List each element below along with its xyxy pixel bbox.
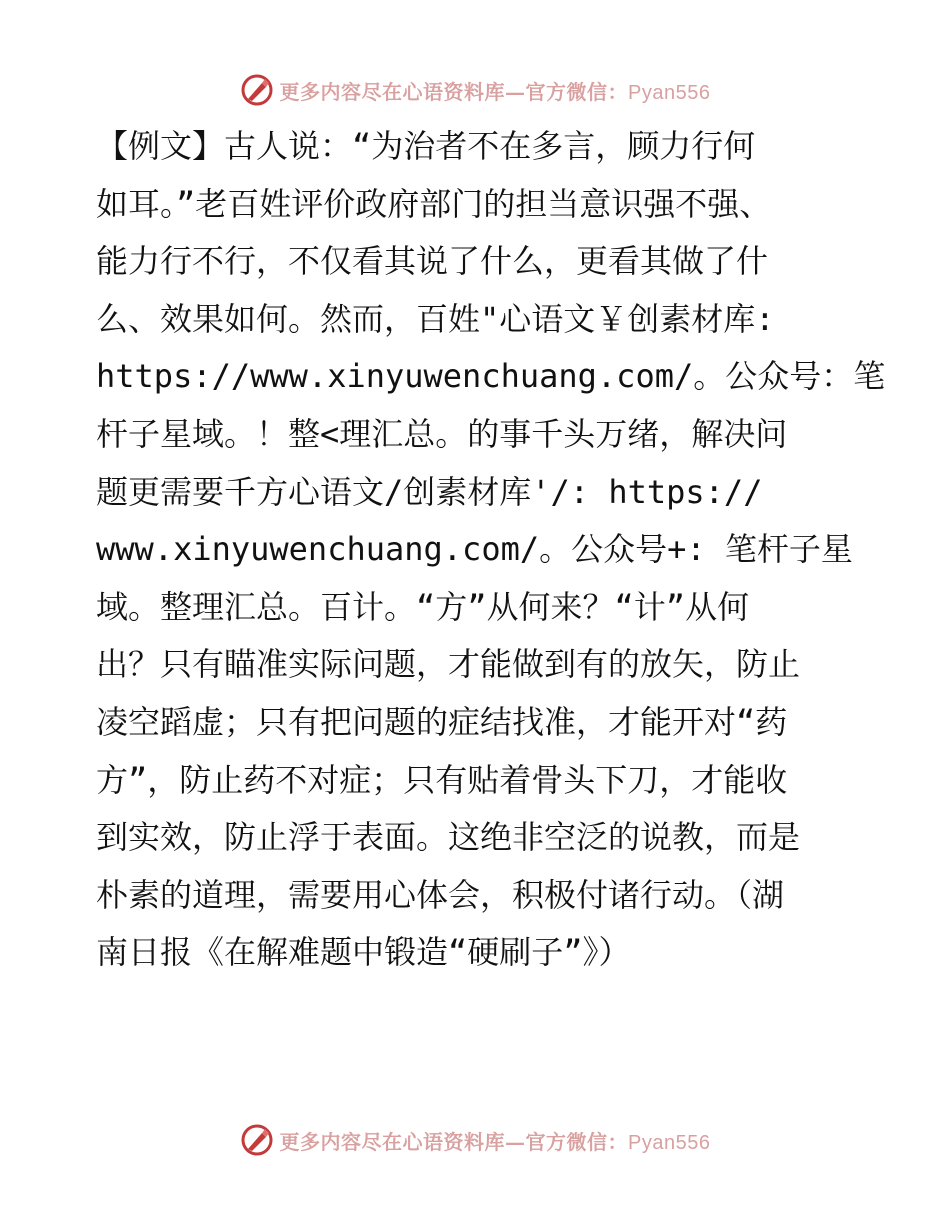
footer-wechat-id: Pyan556	[628, 1131, 711, 1154]
article-body	[96, 118, 886, 982]
article-line: 【例文】古人说：“为治者不在多言，顾力行何	[96, 127, 756, 165]
article-line: 杆子星域。！整<理汇总。的事千头万绪，解决问	[96, 414, 788, 453]
article-line: 能力行不行，不仅看其说了什么，更看其做了什	[96, 242, 769, 281]
article-line: 么、效果如何。然而，百姓"心语文￥创素材库:	[96, 299, 775, 338]
article-line: 出？只有瞄准实际问题，才能做到有的放矢，防止	[96, 645, 801, 684]
article-line: 域。整理汇总。百计。“方”从何来？“计”从何	[96, 587, 750, 626]
article-line: 题更需要千方心语文/创素材库'/: https://	[96, 472, 763, 511]
header-brand-banner	[0, 70, 950, 110]
article-line: https://www.xinyuwenchuang.com/。公众号：笔	[96, 357, 886, 396]
article-line: 凌空蹈虚；只有把问题的症结找准，才能开对“药	[96, 702, 788, 741]
footer-brand-banner	[0, 1120, 950, 1160]
article-line: 朴素的道理，需要用心体会，积极付诸行动。（湖	[96, 875, 785, 914]
article-line: www.xinyuwenchuang.com/。公众号+: 笔杆子星	[96, 530, 853, 569]
footer-brand-text: 更多内容尽在心语资料库—官方微信：Pyan556	[279, 1129, 711, 1154]
article-line: 到实效，防止浮于表面。这绝非空泛的说教，而是	[96, 818, 801, 857]
article-line: 南日报《在解难题中锻造“硬刷子”》）	[96, 933, 631, 972]
header-brand-text: 更多内容尽在心语资料库—官方微信：Pyan556	[279, 79, 711, 104]
pen-logo-icon	[240, 73, 274, 107]
article-line: 方”，防止药不对症；只有贴着骨头下刀，才能收	[96, 760, 788, 799]
pen-logo-icon	[240, 1123, 274, 1157]
article-line: 如耳。”老百姓评价政府部门的担当意识强不强、	[96, 184, 772, 223]
header-wechat-id: Pyan556	[628, 81, 711, 104]
